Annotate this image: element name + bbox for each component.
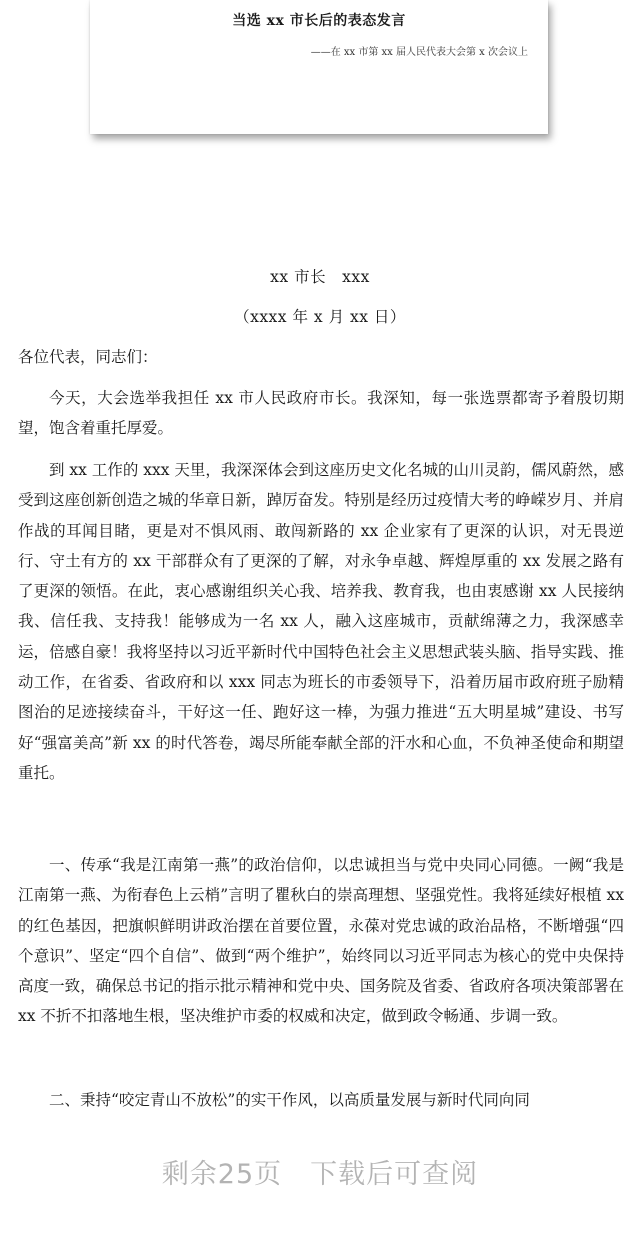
cover-preview [0, 0, 640, 150]
date-line: （xxxx 年 x 月 xx 日） [234, 308, 406, 326]
paragraph: 一、传承“我是江南第一燕”的政治信仰，以忠诚担当与党中央同心同德。一阙“我是江南第一燕、为衔春色上云梢”言明了瞿秋白的崇高理想、坚强党性。我将延续好根植 xx 的红色基因，把旗帜鲜明讲政治摆在首要位置，永葆对党忠诚的政治品格，不断增强“四个意识”、坚定“四个自信”、做到“两个维护”，始终同以习近平同志为核心的党中央保持高度一致，确保总书记的指示批示精神和党中央、国务院及省委、省政府各项决策部署在 xx 不折不扣落地生根，坚决维护市委的权威和决定，做到政令畅通、步调一致。 [18, 856, 624, 1026]
paragraph: 到 xx 工作的 xxx 天里，我深深体会到这座历史文化名城的山川灵韵，儒风蔚然，感受到这座创新创造之城的华章日新，踔厉奋发。特别是经历过疫情大考的峥嵘岁月、并肩作战的耳闻目睹，更是对不惧风雨、敢闯新路的 xx 企业家有了更深的认识，对无畏逆行、守土有方的 xx 干部群众有了更深的了解，对永争卓越、辉煌厚重的 xx 发展之路有了更深的领悟。在此，衷心感谢组织关心我、培养我、教育我，也由衷感谢 xx 人民接纳我、信任我、支持我！能够成为一名 xx 人，融入这座城市，贡献绵薄之力，我深感幸运，倍感自豪！我将坚持以习近平新时代中国特色社会主义思想武装头脑、指导实践、推动工作，在省委、省政府和以 xxx 同志为班长的市委领导下，沿着历届市政府班子励精图治的足迹接续奋斗，干好这一任、跑好这一棒，为强力推进“五大明星城”建设、书写好“强富美高”新 xx 的时代答卷，竭尽所能奉献全部的汗水和心血，不负神圣使命和期望重托。 [18, 461, 624, 782]
document-title: 当选 xx 市长后的表态发言 [232, 13, 406, 29]
salutation: 各位代表，同志们： [18, 348, 158, 366]
paragraph: 今天，大会选举我担任 xx 市人民政府市长。我深知，每一张选票都寄予着殷切期望，饱含着重托厚爱。 [18, 389, 624, 438]
document-subtitle: ——在 xx 市第 xx 届人民代表大会第 x 次会议上 [310, 47, 528, 58]
remaining-pages-notice[interactable]: 剩余25页 下载后可查阅 [161, 1159, 479, 1190]
paragraph: 二、秉持“咬定青山不放松”的实干作风，以高质量发展与新时代同向同 [49, 1091, 530, 1109]
speaker-line: xx 市长 xxx [270, 268, 370, 286]
cover-page [90, 0, 548, 134]
